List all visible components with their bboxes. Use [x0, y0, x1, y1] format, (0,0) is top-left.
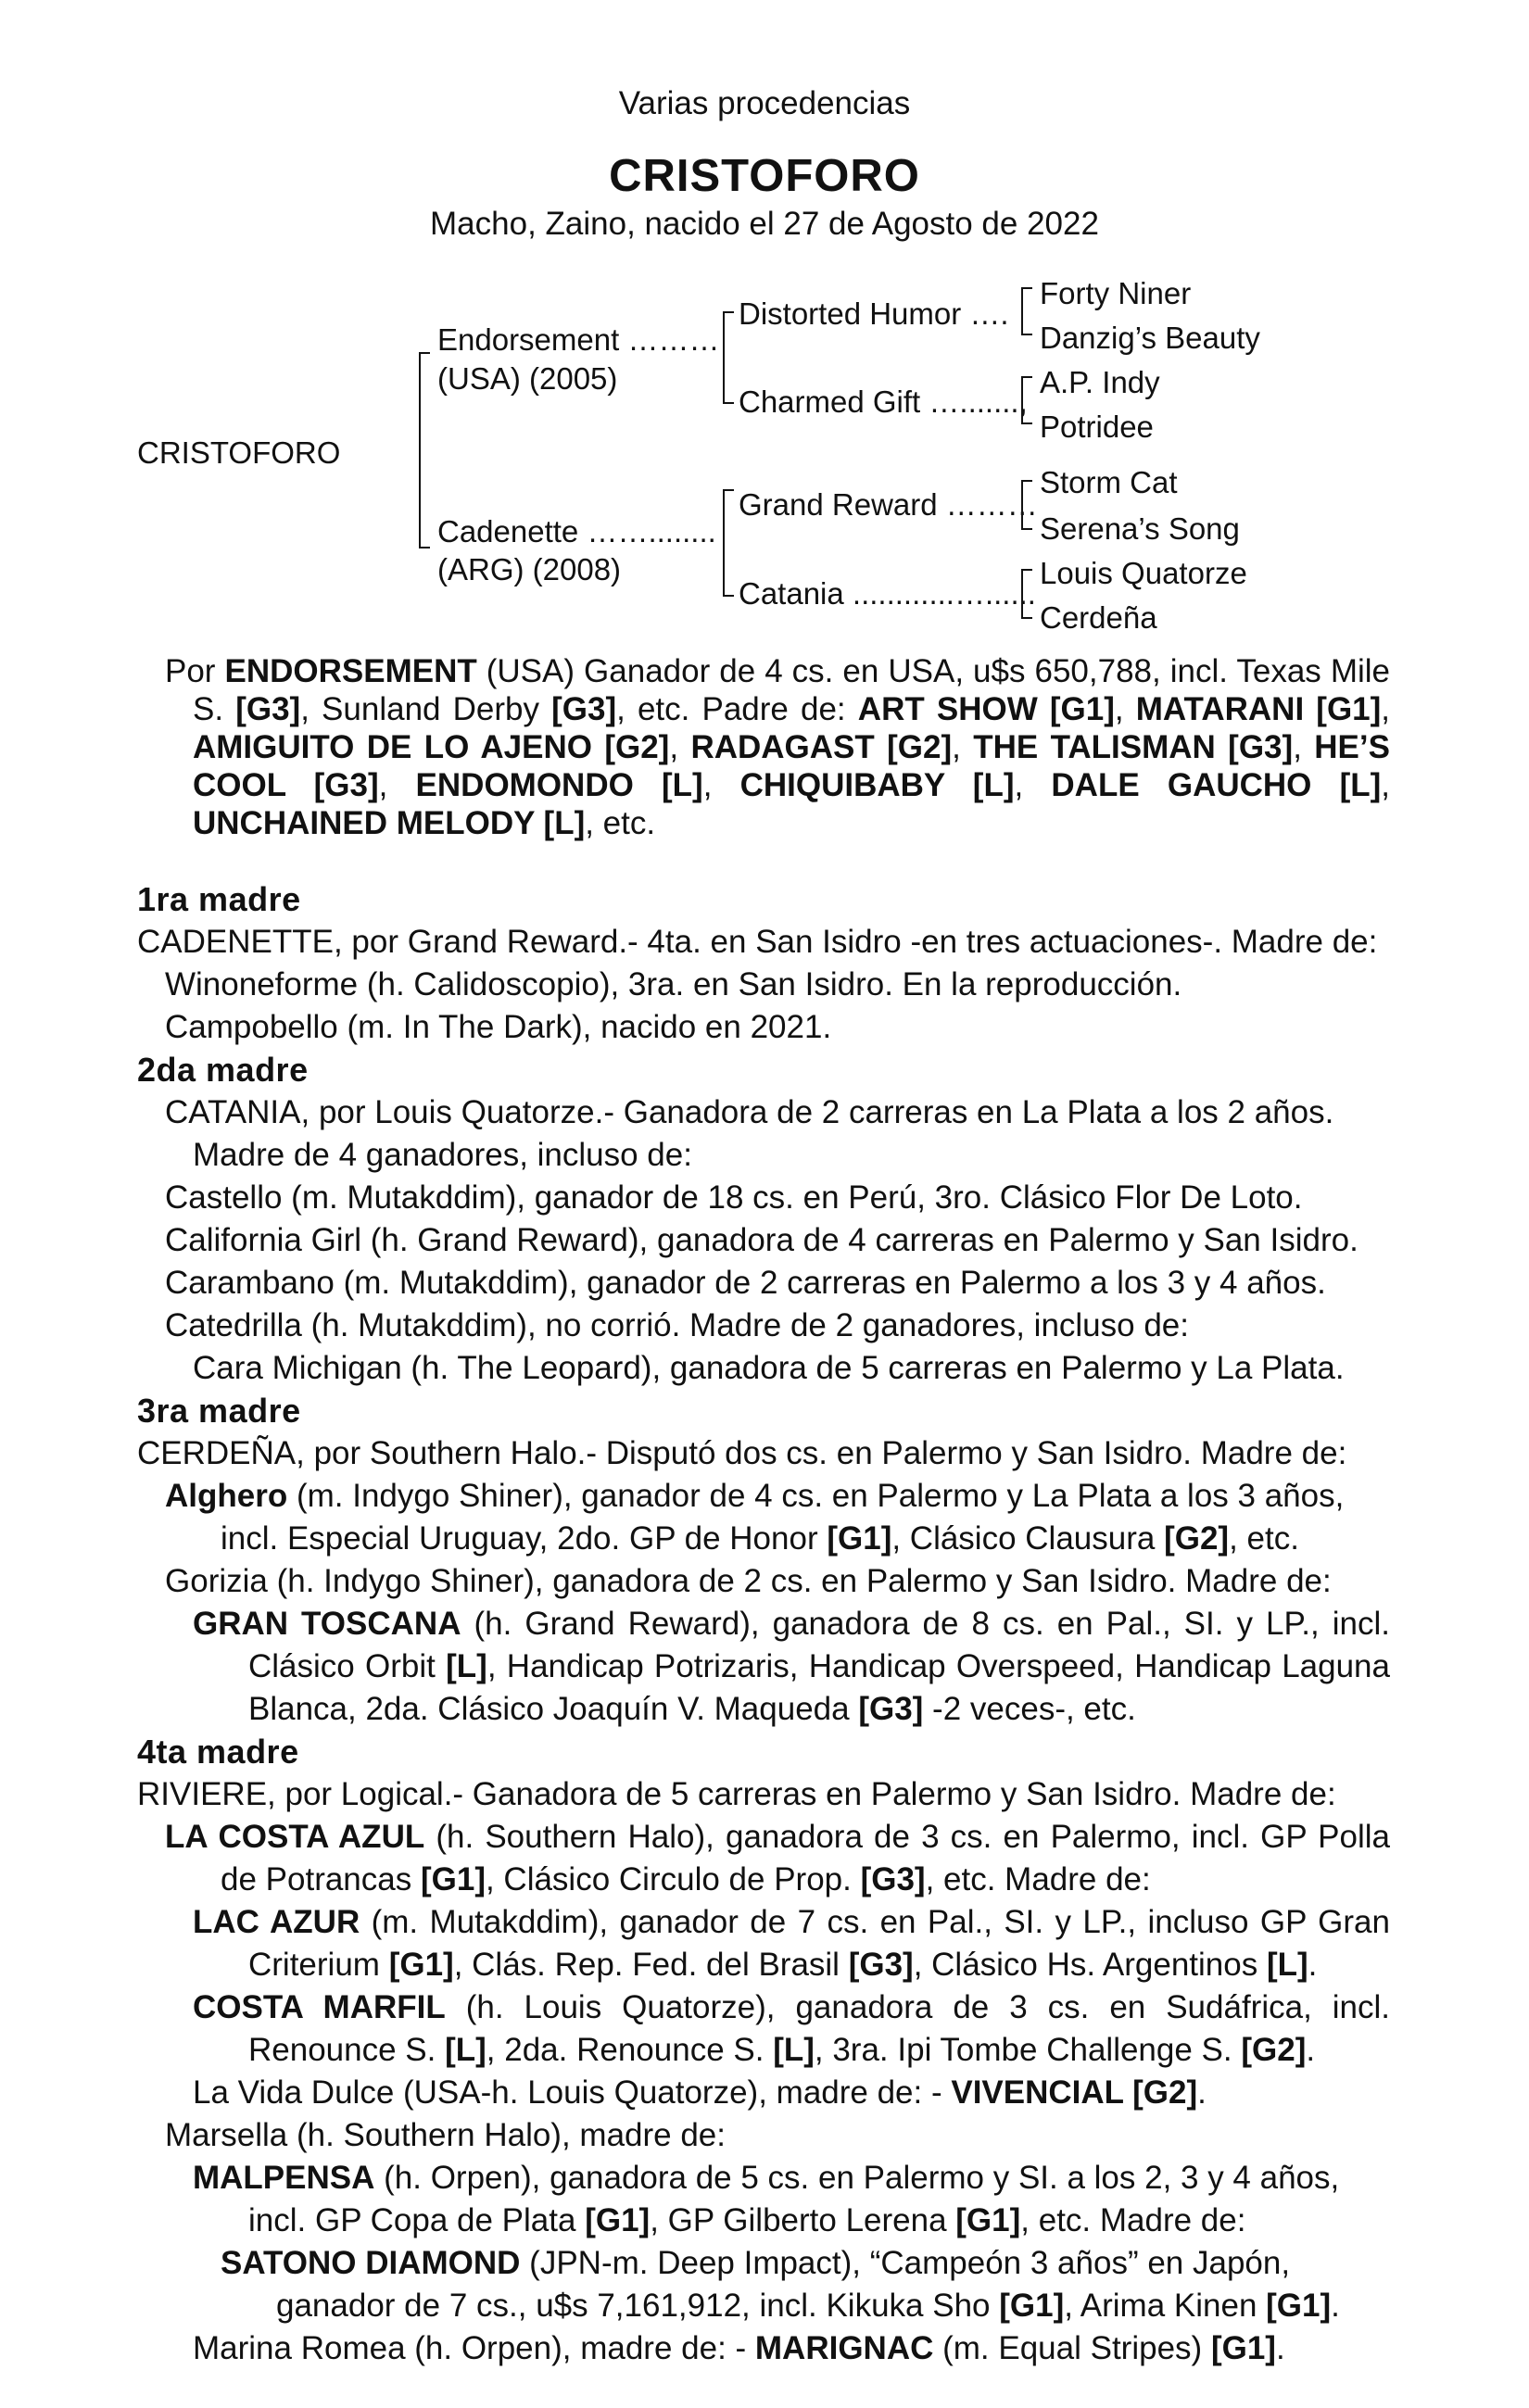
madre4-lac-azur: LAC AZUR (m. Mutakddim), ganador de 7 cs. en Pal., SI. y LP., incluso GP Gran Criterium [G1], Clás. Rep. Fed. del Brasil [G3], Clásico Hs. Argentinos [L]. [193, 1904, 1390, 1983]
madre4-costa-azul: LA COSTA AZUL (h. Southern Halo), ganadora de 3 cs. en Palermo, incl. GP Polla de Potrancas [G1], Clásico Circulo de Prop. [G3], etc. Madre de: [165, 1819, 1391, 1897]
bracket-dam-line [723, 489, 734, 597]
horse-details: Macho, Zaino, nacido el 27 de Agosto de 2022 [430, 206, 1099, 242]
ancestor-sds: A.P. Indy [1040, 365, 1160, 399]
pedigree-subject: CRISTOFORO [137, 435, 341, 470]
madre4-line: RIVIERE, por Logical.- Ganadora de 5 carreras en Palermo y San Isidro. Madre de: [137, 1776, 1336, 1812]
dam-origin: (ARG) (2008) [437, 552, 622, 586]
madre3-toscana: GRAN TOSCANA (h. Grand Reward), ganadora de 8 cs. en Pal., SI. y LP., incl. Clásico Orbit [L], Handicap Potrizaris, Handicap Overspeed, Handicap Laguna Blanca, 2da. Clásico Joaquín V. Maqueda [G3] -2 veces-, etc. [193, 1606, 1390, 1727]
madre3-heading: 3ra madre [137, 1392, 301, 1430]
sire-name: Endorsement ……… [437, 322, 720, 357]
horse-name: CRISTOFORO [609, 151, 920, 201]
madre4-heading: 4ta madre [137, 1733, 299, 1771]
bracket-dd [1021, 569, 1032, 619]
ancestor-dss: Storm Cat [1040, 465, 1178, 499]
madre2-line: Carambano (m. Mutakddim), ganador de 2 carreras en Palermo a los 3 y 4 años. [165, 1265, 1326, 1301]
madre2-line: Cara Michigan (h. The Leopard), ganadora de 5 carreras en Palermo y La Plata. [193, 1350, 1345, 1386]
dam-sire: Grand Reward ……… [739, 487, 1038, 522]
madre1-line: Campobello (m. In The Dark), nacido en 2021. [165, 1009, 832, 1045]
madre1-line: Winoneforme (h. Calidoscopio), 3ra. en San Isidro. En la reproducción. [165, 966, 1182, 1002]
female-family [137, 878, 1390, 2370]
bracket-ds [1021, 480, 1032, 530]
ancestor-ssd: Danzig’s Beauty [1040, 321, 1260, 355]
madre4-satono: SATONO DIAMOND (JPN-m. Deep Impact), “Campeón 3 años” en Japón, ganador de 7 cs., u$s 7,161,912, incl. Kikuka Sho [G1], Arima Kinen [G1]. [221, 2245, 1340, 2324]
origin-label: Varias procedencias [618, 85, 911, 121]
bracket-sd [1021, 376, 1032, 424]
ancestor-ddd: Cerdeña [1040, 600, 1157, 635]
madre2-line: California Girl (h. Grand Reward), ganadora de 4 carreras en Palermo y San Isidro. [165, 1222, 1358, 1258]
sire-origin: (USA) (2005) [437, 361, 618, 396]
madre4-malpensa: MALPENSA (h. Orpen), ganadora de 5 cs. en Palermo y SI. a los 2, 3 y 4 años, incl. GP Copa de Plata [G1], GP Gilberto Lerena [G1], etc. Madre de: [193, 2160, 1340, 2238]
madre2-line: Catedrilla (h. Mutakddim), no corrió. Madre de 2 ganadores, incluso de: [165, 1307, 1189, 1343]
madre3-gorizia: Gorizia (h. Indygo Shiner), ganadora de 2 cs. en Palermo y San Isidro. Madre de: [165, 1563, 1332, 1599]
sire-dam: Charmed Gift …......., [739, 385, 1028, 419]
bracket-sire-line [723, 311, 734, 404]
madre3-alghero: Alghero (m. Indygo Shiner), ganador de 4 cs. en Palermo y La Plata a los 3 años, incl. Especial Uruguay, 2do. GP de Honor [G1], Clásico Clausura [G2], etc. [165, 1478, 1345, 1557]
ancestor-dds: Louis Quatorze [1040, 556, 1247, 590]
madre2-line: Castello (m. Mutakddim), ganador de 18 cs. en Perú, 3ro. Clásico Flor De Loto. [165, 1179, 1303, 1216]
madre4-costa-marfil: COSTA MARFIL (h. Louis Quatorze), ganadora de 3 cs. en Sudáfrica, incl. Renounce S. [L], 2da. Renounce S. [L], 3ra. Ipi Tombe Challenge S. [G2]. [193, 1989, 1390, 2068]
bracket-gen1 [419, 352, 430, 548]
sire-paragraph [137, 652, 1390, 842]
ancestor-sss: Forty Niner [1040, 276, 1192, 310]
madre2-line: CATANIA, por Louis Quatorze.- Ganadora de 2 carreras en La Plata a los 2 años. Madre de 4 ganadores, incluso de: [165, 1094, 1334, 1173]
madre4-vida-dulce: La Vida Dulce (USA-h. Louis Quatorze), madre de: - VIVENCIAL [G2]. [193, 2074, 1207, 2111]
madre1-heading: 1ra madre [137, 880, 301, 918]
ancestor-sdd: Potridee [1040, 410, 1154, 444]
madre4-marina: Marina Romea (h. Orpen), madre de: - MARIGNAC (m. Equal Stripes) [G1]. [193, 2330, 1285, 2366]
madre4-marsella: Marsella (h. Southern Halo), madre de: [165, 2117, 726, 2153]
madre3-line: CERDEÑA, por Southern Halo.- Disputó dos cs. en Palermo y San Isidro. Madre de: [137, 1435, 1347, 1471]
dam-name: Cadenette ……........ [437, 514, 716, 548]
madre2-heading: 2da madre [137, 1051, 309, 1089]
sire-sire: Distorted Humor …. [739, 296, 1009, 331]
madre1-line: CADENETTE, por Grand Reward.- 4ta. en San Isidro -en tres actuaciones-. Madre de: [137, 924, 1378, 960]
dam-dam: Catania ............…...... [739, 576, 1036, 611]
sire-description: Por ENDORSEMENT (USA) Ganador de 4 cs. en USA, u$s 650,788, incl. Texas Mile S. [G3], Sunland Derby [G3], etc. Padre de: ART SHOW [G1], MATARANI [G1], AMIGUITO DE LO AJENO [G2], RADAGAST [G2], THE TALISMAN [G3], HE’S COOL [G3], ENDOMONDO [L], CHIQUIBABY [L], DALE GAUCHO [L], UNCHAINED MELODY [L], etc. [165, 653, 1391, 841]
ancestor-dsd: Serena’s Song [1040, 511, 1240, 546]
bracket-ss [1021, 287, 1032, 335]
